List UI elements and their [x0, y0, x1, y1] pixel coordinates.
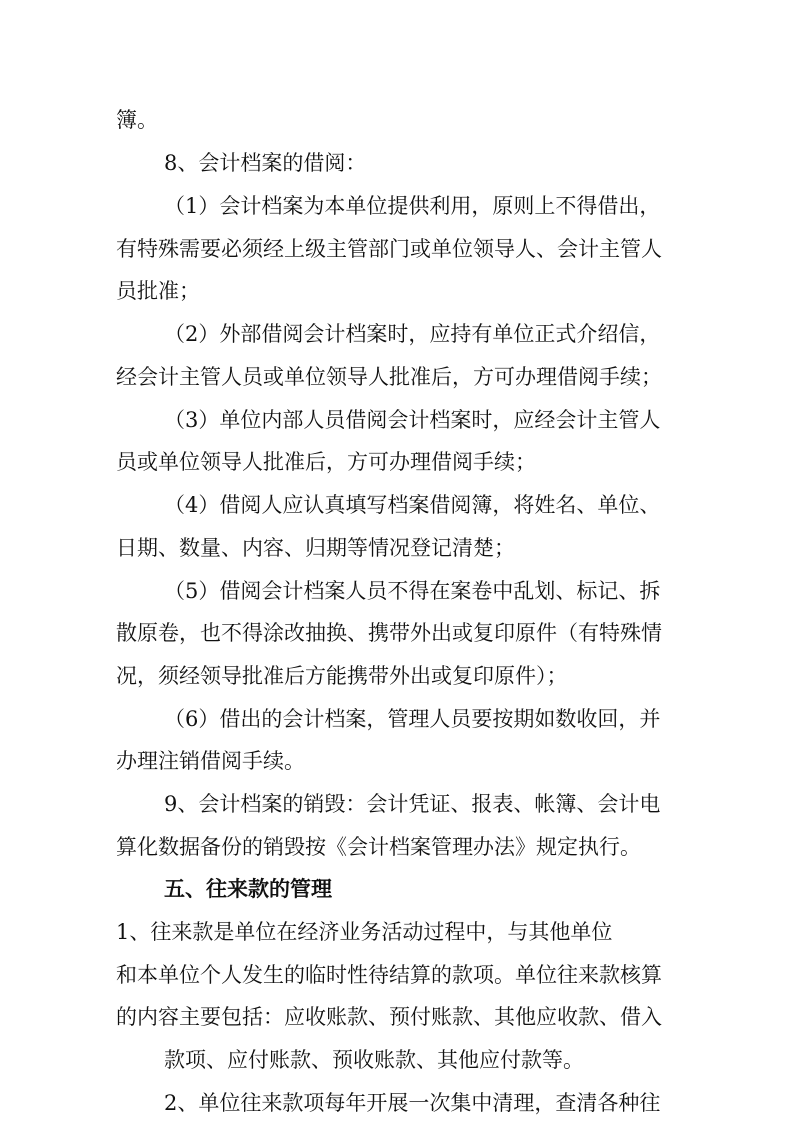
text-line-5: 员批准； [116, 279, 200, 303]
text-line-20: 1、往来款是单位在经济业务活动过程中，与其他单位 [116, 920, 613, 944]
text-line-15: （6）借出的会计档案，管理人员要按期如数收回，并 [164, 707, 661, 731]
text-line-1: 簿。 [116, 108, 158, 132]
text-line-10: （4）借阅人应认真填写档案借阅簿，将姓名、单位、 [164, 493, 661, 517]
text-line-9: 员或单位领导人批准后，方可办理借阅手续； [116, 450, 536, 474]
text-line-21: 和本单位个人发生的临时性待结算的款项。单位往来款核算 [116, 963, 662, 987]
text-line-24: 2、单位往来款项每年开展一次集中清理，查清各种往 [164, 1091, 661, 1115]
text-line-4: 有特殊需要必须经上级主管部门或单位领导人、会计主管人 [116, 237, 662, 261]
text-line-2: 8、会计档案的借阅： [164, 151, 367, 175]
text-line-23: 款项、应付账款、预收账款、其他应付款等。 [164, 1048, 584, 1072]
text-line-3: （1）会计档案为本单位提供利用，原则上不得借出， [164, 194, 661, 218]
section-heading: 五、往来款的管理 [164, 877, 332, 901]
text-line-11: 日期、数量、内容、归期等情况登记清楚； [116, 536, 515, 560]
text-line-22: 的内容主要包括：应收账款、预付账款、其他应收款、借入 [116, 1005, 662, 1029]
text-line-13: 散原卷，也不得涂改抽换、携带外出或复印原件（有特殊情 [116, 621, 662, 645]
text-line-8: （3）单位内部人员借阅会计档案时，应经会计主管人 [164, 408, 661, 432]
text-line-17: 9、会计档案的销毁：会计凭证、报表、帐簿、会计电 [164, 792, 661, 816]
text-line-12: （5）借阅会计档案人员不得在案卷中乱划、标记、拆 [164, 579, 661, 603]
text-line-6: （2）外部借阅会计档案时，应持有单位正式介绍信， [164, 322, 661, 346]
text-line-14: 况，须经领导批准后方能携带外出或复印原件）； [116, 664, 568, 688]
text-line-16: 办理注销借阅手续。 [116, 749, 305, 773]
text-line-7: 经会计主管人员或单位领导人批准后，方可办理借阅手续； [116, 365, 662, 389]
text-line-18: 算化数据备份的销毁按《会计档案管理办法》规定执行。 [116, 835, 641, 859]
